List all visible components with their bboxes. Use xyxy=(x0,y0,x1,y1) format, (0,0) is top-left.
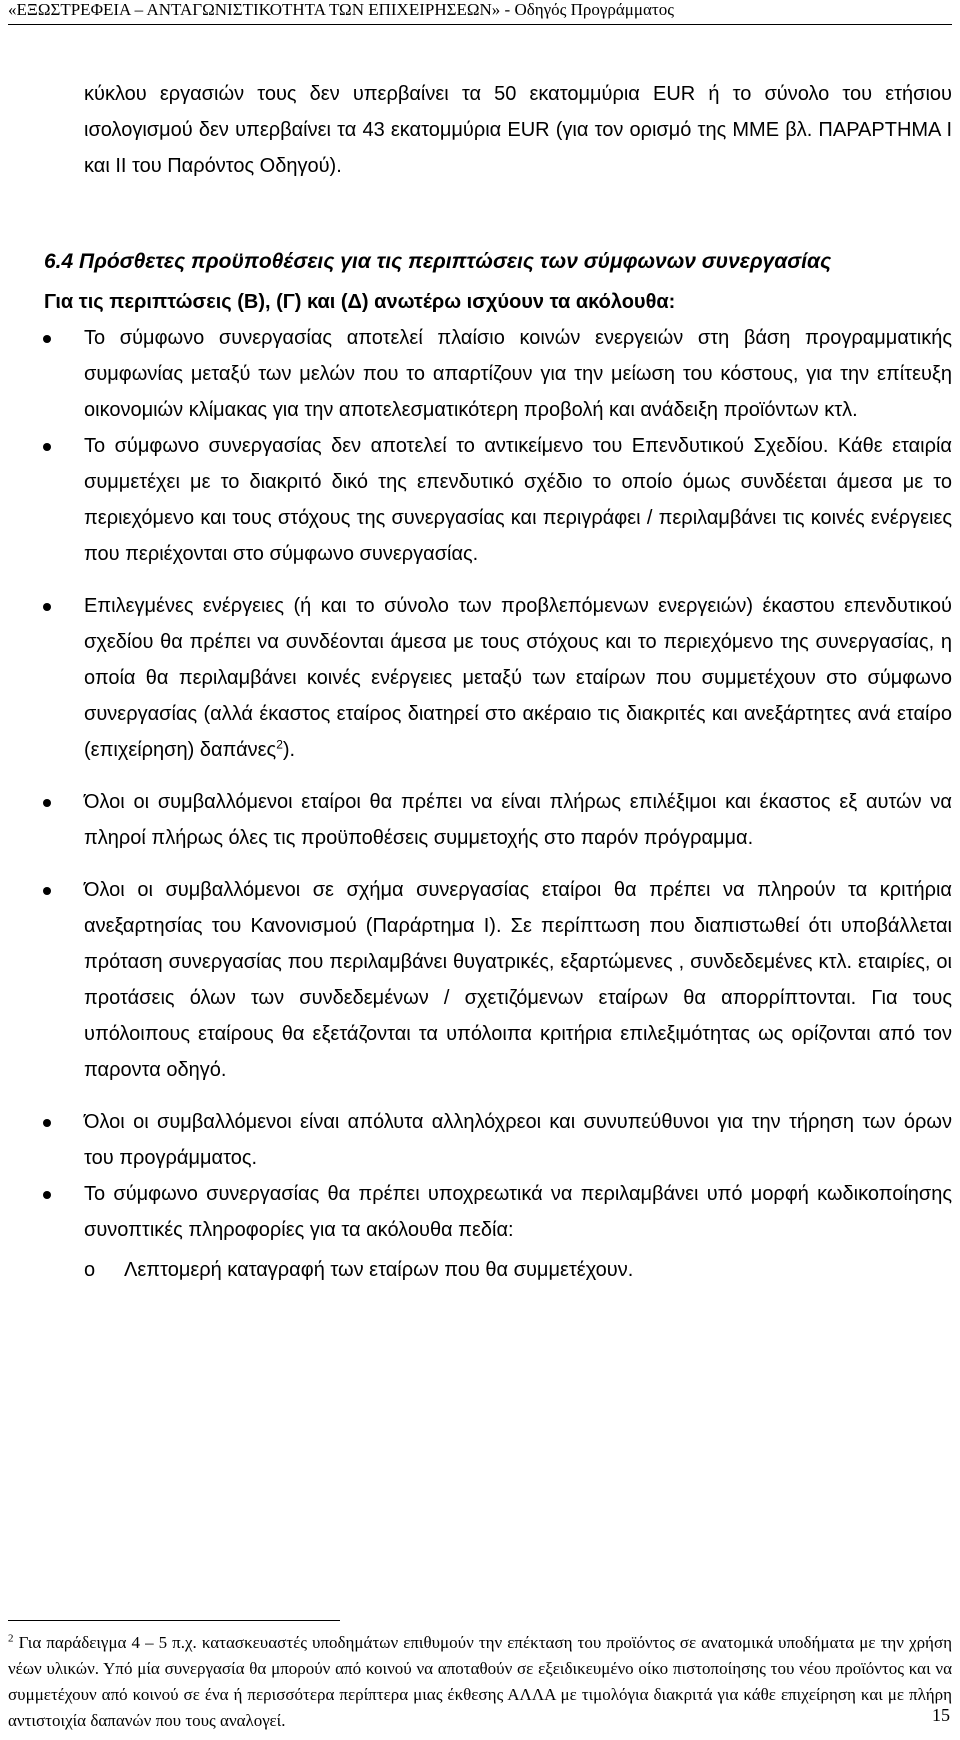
list-item xyxy=(84,428,952,572)
list-item-text: Όλοι οι συμβαλλόμενοι είναι απόλυτα αλληλόχρεοι και συνυπεύθυνοι για την τήρηση των όρων του προγράμματος. xyxy=(84,1111,952,1169)
list-item xyxy=(84,588,952,768)
bullet-icon xyxy=(43,1119,51,1127)
list-item-text-tail: ). xyxy=(282,739,296,761)
section-subheading: Για τις περιπτώσεις (Β), (Γ) και (Δ) ανωτέρω ισχύουν τα ακόλουθα: xyxy=(44,291,676,313)
list-item-text: Το σύμφωνο συνεργασίας δεν αποτελεί το αντικείμενο του Επενδυτικού Σχεδίου. Κάθε εταιρία συμμετέχει με το διακριτό δικό της επενδυτικό σχέδιο το οποίο όμως συνδέεται άμεσα με το περιεχόμενο και τους στόχους της συνεργασίας και περιγράφει / περιλαμβάνει τις κοινές ενέργειες που περιέχονται στο σύμφωνο συνεργασίας. xyxy=(84,435,952,565)
list-item xyxy=(84,872,952,1088)
sub-list-item xyxy=(84,1252,952,1288)
bullet-icon xyxy=(43,799,51,807)
requirements-list xyxy=(8,320,952,1248)
list-item xyxy=(84,320,952,428)
bullet-icon xyxy=(43,603,51,611)
list-item-text: Όλοι οι συμβαλλόμενοι σε σχήμα συνεργασίας εταίροι θα πρέπει να πληρούν τα κριτήρια ανεξαρτησίας του Κανονισμού (Παράρτημα Ι). Σε περίπτωση που διαπιστωθεί ότι υποβάλλεται πρόταση συνεργασίας που περιλαμβάνει θυγατρικές, εξαρτώμενες , συνδεδεμένες κτλ. εταιρίες, οι προτάσεις όλων των συνδεδεμένων / σχετιζόμενων εταίρων θα απορρίπτονται. Για τους υπόλοιπους εταίρους θα εξετάζονται τα υπόλοιπα κριτήρια επιλεξιμότητας ως ορίζονται από τον παροντα οδηγό. xyxy=(84,879,952,1081)
list-item-text: Όλοι οι συμβαλλόμενοι εταίροι θα πρέπει να είναι πλήρως επιλέξιμοι και έκαστος εξ αυτών να πληροί πλήρως όλες τις προϋποθέσεις συμμετοχής στο παρόν πρόγραμμα. xyxy=(84,791,952,849)
bullet-icon xyxy=(43,887,51,895)
footnote xyxy=(8,1630,952,1734)
section-heading: 6.4 Πρόσθετες προϋποθέσεις για τις περιπτώσεις των σύμφωνων συνεργασίας xyxy=(44,250,832,273)
header-divider xyxy=(8,24,952,25)
bullet-icon xyxy=(43,1191,51,1199)
list-item xyxy=(84,784,952,856)
list-item-text: Το σύμφωνο συνεργασίας θα πρέπει υποχρεωτικά να περιλαμβάνει υπό μορφή κωδικοποίησης συνοπτικές πληροφορίες για τα ακόλουθα πεδία: xyxy=(84,1183,952,1241)
list-item xyxy=(84,1176,952,1248)
page-number: 15 xyxy=(932,1705,950,1725)
footnote-reference: 2 xyxy=(276,737,283,752)
bullet-icon xyxy=(43,335,51,343)
running-header: «ΕΞΩΣΤΡΕΦΕΙΑ – ΑΝΤΑΓΩΝΙΣΤΙΚΟΤΗΤΑ ΤΩΝ ΕΠΙΧΕΙΡΗΣΕΩΝ» - Οδηγός Προγράμματος xyxy=(8,0,674,19)
intro-paragraph: κύκλου εργασιών τους δεν υπερβαίνει τα 50 εκατομμύρια EUR ή το σύνολο του ετήσιου ισολογισμού δεν υπερβαίνει τα 43 εκατομμύρια EUR (για τον ορισμό της ΜΜΕ βλ. ΠΑΡΑΡΤΗΜΑ Ι και ΙΙ του Παρόντος Οδηγού). xyxy=(84,83,952,177)
footnote-text: Για παράδειγμα 4 – 5 π.χ. κατασκευαστές υποδημάτων επιθυμούν την επέκταση του προϊόντος σε ανατομικά υποδήματα με την χρήση νέων υλικών. Υπό μία συνεργασία θα μπορούν από κοινού να αποταθούν σε εξειδικευμένο οίκο πιστοποίησης του νέου προϊόντος και να συμμετέχουν από κοινού σε ένα ή περισσότερα περίπτερα μιας έκθεσης ΑΛΛΑ με τιμολόγια διακριτά για κάθε επιχείρηση και με πλήρη αντιστοιχία δαπανών που τους αναλογεί. xyxy=(8,1633,952,1730)
page-body xyxy=(8,76,952,1288)
bullet-icon xyxy=(43,443,51,451)
list-item-text: Επιλεγμένες ενέργειες (ή και το σύνολο των προβλεπόμενων ενεργειών) έκαστου επενδυτικού σχεδίου θα πρέπει να συνδέονται άμεσα με τους στόχους και το περιεχόμενο της συνεργασίας, η οποία θα περιλαμβάνει κοινές ενέργειες μεταξύ των εταίρων που συμμετέχουν στο σύμφωνο συνεργασίας (αλλά έκαστος εταίρος διατηρεί στο ακέραιο τις διακριτές και ανεξάρτητες ανά εταίρο (επιχείρηση) δαπάνες xyxy=(84,595,952,761)
list-item xyxy=(84,1104,952,1176)
sub-bullet-marker: o xyxy=(84,1259,96,1281)
list-item-text: Το σύμφωνο συνεργασίας αποτελεί πλαίσιο κοινών ενεργειών στη βάση προγραμματικής συμφωνίας μεταξύ των μελών που το απαρτίζουν για την μείωση του κόστους, για την επίτευξη οικονομιών κλίμακας για την αποτελεσματικότερη προβολή και ανάδειξη προϊόντων κτλ. xyxy=(84,327,952,421)
footnote-divider xyxy=(8,1620,340,1621)
footnote-number: 2 xyxy=(8,1632,14,1645)
sub-list-item-text: Λεπτομερή καταγραφή των εταίρων που θα συμμετέχουν. xyxy=(124,1259,634,1281)
